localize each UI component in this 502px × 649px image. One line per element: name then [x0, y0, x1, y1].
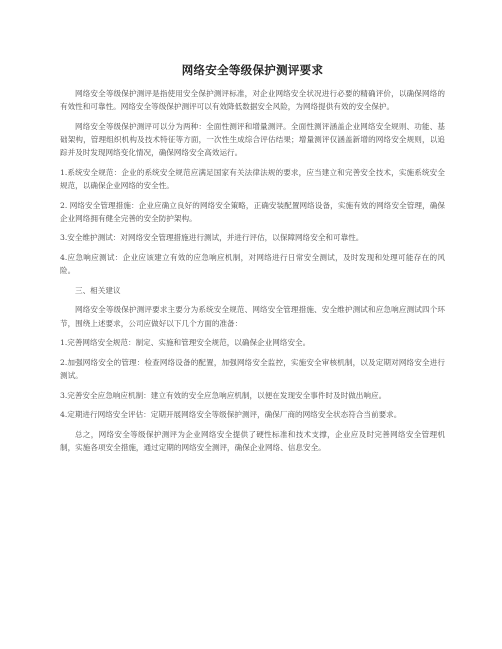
list-item: 1.系统安全规范：企业的系统安全规范应满足国家有关法律法规的要求，应当建立和完善安全技术，实施系统安全规范，以确保企业网络的安全性。 [60, 167, 445, 190]
document-title: 网络安全等级保护测评要求 [181, 63, 324, 77]
list-item: 4.应急响应测试：企业应该建立有效的应急响应机制，对网络进行日常安全测试，及时发现和处理可能存在的风险。 [60, 252, 445, 276]
body-paragraph: 网络安全等级保护测评是指使用安全保护测评标准，对企业网络安全状况进行必要的精确评价，以确保网络的有效性和可靠性。网络安全等级保护测评可以有效降低数据安全风险，为网络提供有效的安全保护。 [60, 89, 445, 112]
document-page [60, 62, 445, 461]
list-item: 4.定期进行网络安全评估：定期开展网络安全等级保护测评，确保厂商的网络安全状态符合当前要求。 [60, 410, 402, 420]
body-paragraph: 网络安全等级保护测评可以分为两种：全面性测评和增量测评。全面性测评涵盖企业网络安全规则、功能、基础架构，管理组织机构及技术特征等方面，一次性生成综合评估结果；增量测评仅涵盖新增的网络安全规则，以追踪并及时发现网络变化情况，确保网络安全高效运行。 [60, 121, 445, 158]
list-item: 3.完善安全应急响应机制：建立有效的安全应急响应机制，以便在发现安全事件时及时做出响应。 [60, 390, 387, 400]
list-item: 1.完善网络安全规范：制定、实施和管理安全规范，以确保企业网络安全。 [60, 338, 311, 348]
list-item: 2. 网络安全管理措施：企业应确立良好的网络安全策略，正确安装配置网络设备，实施有效的网络安全管理，确保企业网络拥有健全完善的安全防护架构。 [60, 200, 445, 223]
document-body [60, 87, 445, 454]
body-paragraph: 网络安全等级保护测评要求主要分为系统安全规范、网络安全管理措施、安全维护测试和应急响应测试四个环节，围绕上述要求，公司应做好以下几个方面的准备： [60, 305, 445, 328]
list-item: 2.加强网络安全的管理：检查网络设备的配置，加强网络安全监控，实施安全审核机制，以及定期对网络安全进行测试。 [60, 357, 445, 380]
body-paragraph: 总之，网络安全等级保护测评为企业网络安全提供了硬性标准和技术支撑，企业应及时完善网络安全管理机制，实施各项安全措施，通过定期的网络安全测评，确保企业网络、信息安全。 [60, 429, 445, 452]
list-item: 3.安全维护测试：对网络安全管理措施进行测试，并进行评估，以保障网络安全和可靠性。 [60, 233, 364, 243]
body-paragraph: 三、相关建议 [75, 285, 121, 295]
